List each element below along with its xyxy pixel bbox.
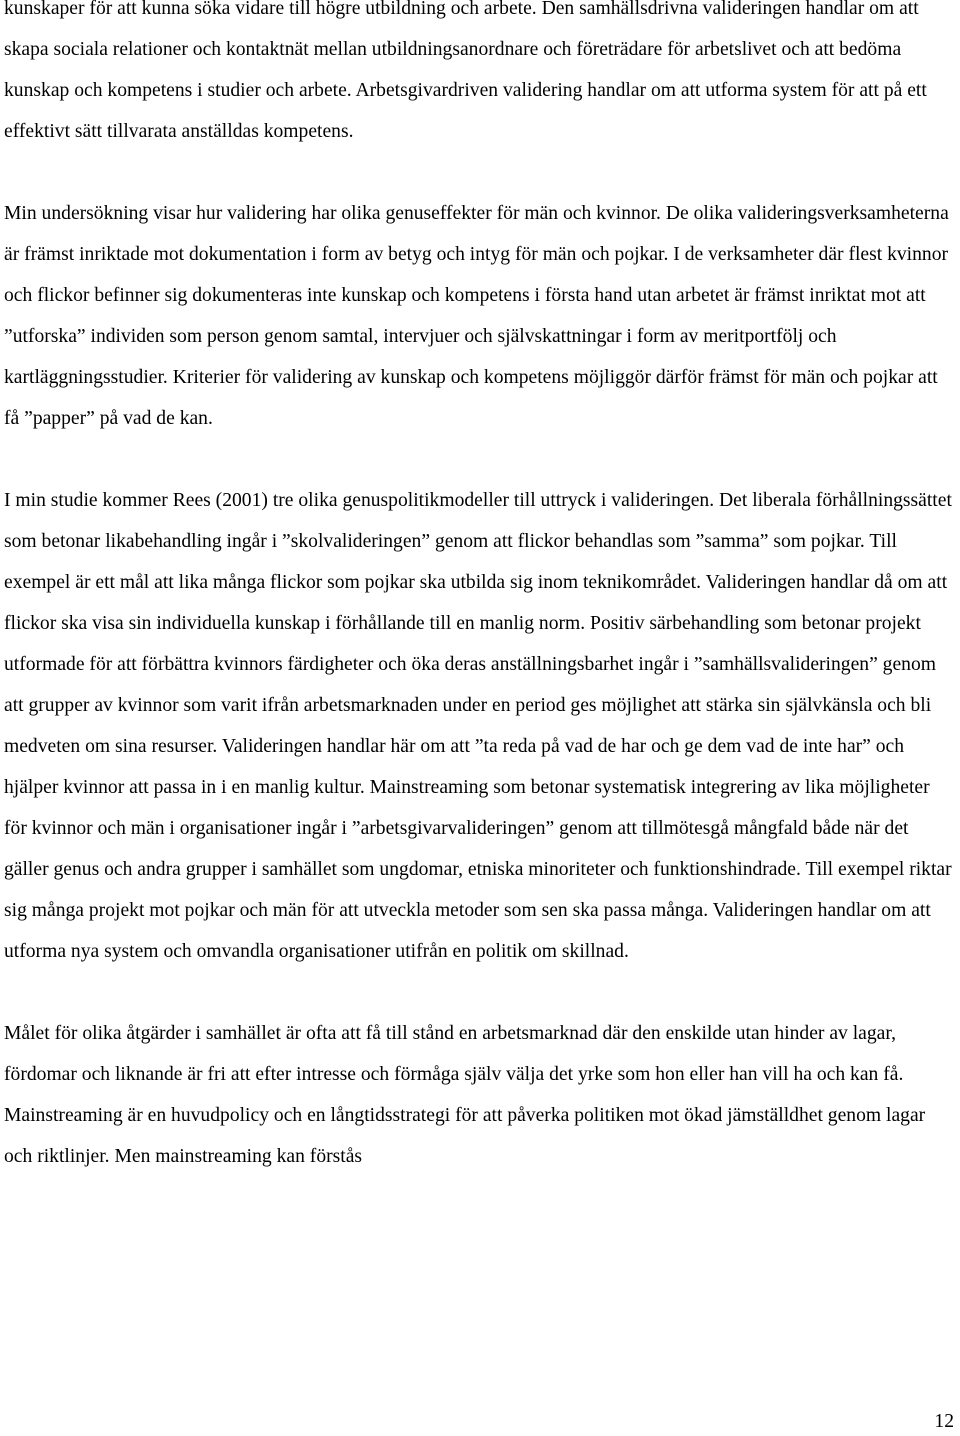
paragraph-spacer [4,152,956,193]
page-number: 12 [934,1411,954,1432]
paragraph-spacer [4,439,956,480]
body-paragraph-4: Målet för olika åtgärder i samhället är ofta att få till stånd en arbetsmarknad där den enskilde utan hinder av lagar, fördomar och liknande är fri att efter intresse och förmåga själv välja det yrke som hon eller han vill ha och kan få. Mainstreaming är en huvudpolicy och en långtidsstrategi för att påverka politiken mot ökad jämställdhet genom lagar och riktlinjer. Men mainstreaming kan förstås [4,1023,926,1167]
paragraph-spacer [4,972,956,1013]
document-page [4,0,956,1177]
body-paragraph-3: I min studie kommer Rees (2001) tre olika genuspolitikmodeller till uttryck i valideringen. Det liberala förhållningssättet som betonar likabehandling ingår i ”skolvalideringen” genom att flickor behandlas som ”samma” som pojkar. Till exempel är ett mål att lika många flickor som pojkar ska utbilda sig inom teknikområdet. Valideringen handlar då om att flickor ska visa sin individuella kunskap i förhållande till en manlig norm. Positiv särbehandling som betonar projekt utformade för att förbättra kvinnors färdigheter och öka deras anställningsbarhet ingår i ”samhällsvalideringen” genom att grupper av kvinnor som varit ifrån arbetsmarknaden under en period ges möjlighet att stärka sin självkänsla och bli medveten om sina resurser. Valideringen handlar här om att ”ta reda på vad de har och ge dem vad de inte har” och hjälper kvinnor att passa in i en manlig kultur. Mainstreaming som betonar systematisk integrering av lika möjligheter för kvinnor och män i organisationer ingår i ”arbetsgivarvalideringen” genom att tillmötesgå mångfald både när det gäller genus och andra grupper i samhället som ungdomar, etniska minoriteter och funktionshindrade. Till exempel riktar sig många projekt mot pojkar och män för att utveckla metoder som sen ska passa många. Valideringen handlar om att utforma nya system och omvandla organisationer utifrån en politik om skillnad. [4,490,952,962]
body-paragraph-2: Min undersökning visar hur validering har olika genuseffekter för män och kvinnor. De olika valideringsverksamheterna är främst inriktade mot dokumentation i form av betyg och intyg för män och pojkar. I de verksamheter där flest kvinnor och flickor befinner sig dokumenteras inte kunskap och kompetens i första hand utan arbetet är främst inriktat mot att ”utforska” individen som person genom samtal, intervjuer och självskattningar i form av meritportfölj och kartläggningsstudier. Kriterier för validering av kunskap och kompetens möjliggör därför främst för män och pojkar att få ”papper” på vad de kan. [4,203,949,429]
body-paragraph-1: kunskaper för att kunna söka vidare till högre utbildning och arbete. Den samhällsdrivna valideringen handlar om att skapa sociala relationer och kontaktnät mellan utbildningsanordnare och företrädare för arbetslivet och att bedöma kunskap och kompetens i studier och arbete. Arbetsgivardriven validering handlar om att utforma system för att på ett effektivt sätt tillvarata anställdas kompetens. [4,0,927,142]
